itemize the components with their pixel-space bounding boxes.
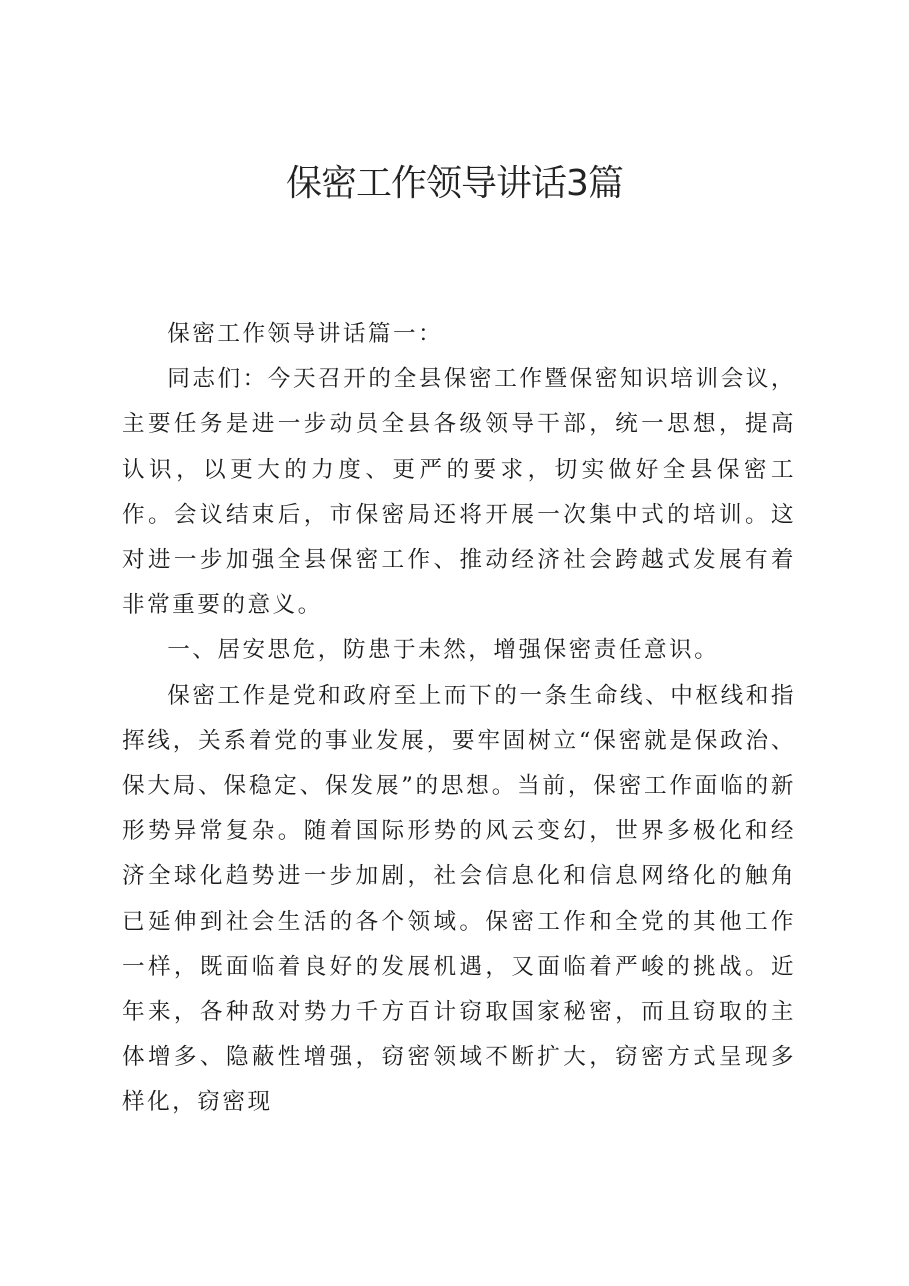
document-title: 保密工作领导讲话3篇 [286,163,623,204]
section-heading: 保密工作领导讲话篇一： [167,321,444,347]
document-body [122,312,796,1126]
paragraph: 同志们：今天召开的全县保密工作暨保密知识培训会议，主要任务是进一步动员全县各级领导干部，统一思想，提高认识，以更大的力度、更严的要求，切实做好全县保密工作。会议结束后，市保密局还将开展一次集中式的培训。这对进一步加强全县保密工作、推动经济社会跨越式发展有着非常重要的意义。 [122,366,796,619]
paragraph: 保密工作是党和政府至上而下的一条生命线、中枢线和指挥线，关系着党的事业发展，要牢固树立“保密就是保政治、保大局、保稳定、保发展”的思想。当前，保密工作面临的新形势异常复杂。随着国际形势的风云变幻，世界多极化和经济全球化趋势进一步加剧，社会信息化和信息网络化的触角已延伸到社会生活的各个领域。保密工作和全党的其他工作一样，既面临着良好的发展机遇，又面临着严峻的挑战。近年来，各种敌对势力千方百计窃取国家秘密，而且窃取的主体增多、隐蔽性增强，窃密领域不断扩大，窃密方式呈现多样化，窃密现 [122,682,796,1116]
paragraph: 一、居安思危，防患于未然，增强保密责任意识。 [167,637,720,664]
